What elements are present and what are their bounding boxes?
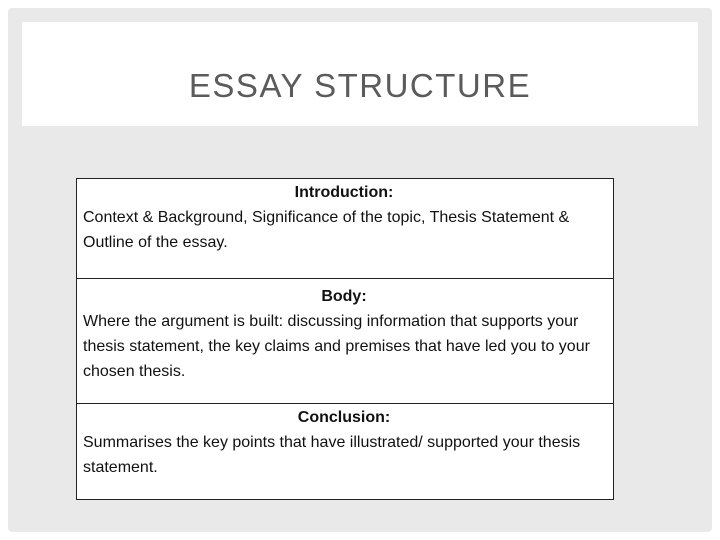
- slide: [8, 8, 712, 532]
- slide-title: ESSAY STRUCTURE: [188, 67, 532, 104]
- introduction-section: [77, 179, 613, 278]
- body-section: [77, 278, 613, 403]
- introduction-heading: Introduction:: [294, 184, 394, 201]
- conclusion-heading: Conclusion:: [297, 409, 391, 426]
- introduction-text: Context & Background, Significance of the topic, Thesis Statement & Outline of the essay.: [83, 209, 570, 251]
- body-heading: Body:: [321, 288, 367, 305]
- conclusion-text: Summarises the key points that have illustrated/ supported your thesis statement.: [83, 434, 581, 476]
- conclusion-section: [77, 403, 613, 499]
- body-text: Where the argument is built: discussing information that supports your thesis statement, the key claims and premises that have led you to your chosen thesis.: [83, 313, 590, 380]
- essay-structure-table: [76, 178, 614, 500]
- title-bar: [22, 22, 698, 126]
